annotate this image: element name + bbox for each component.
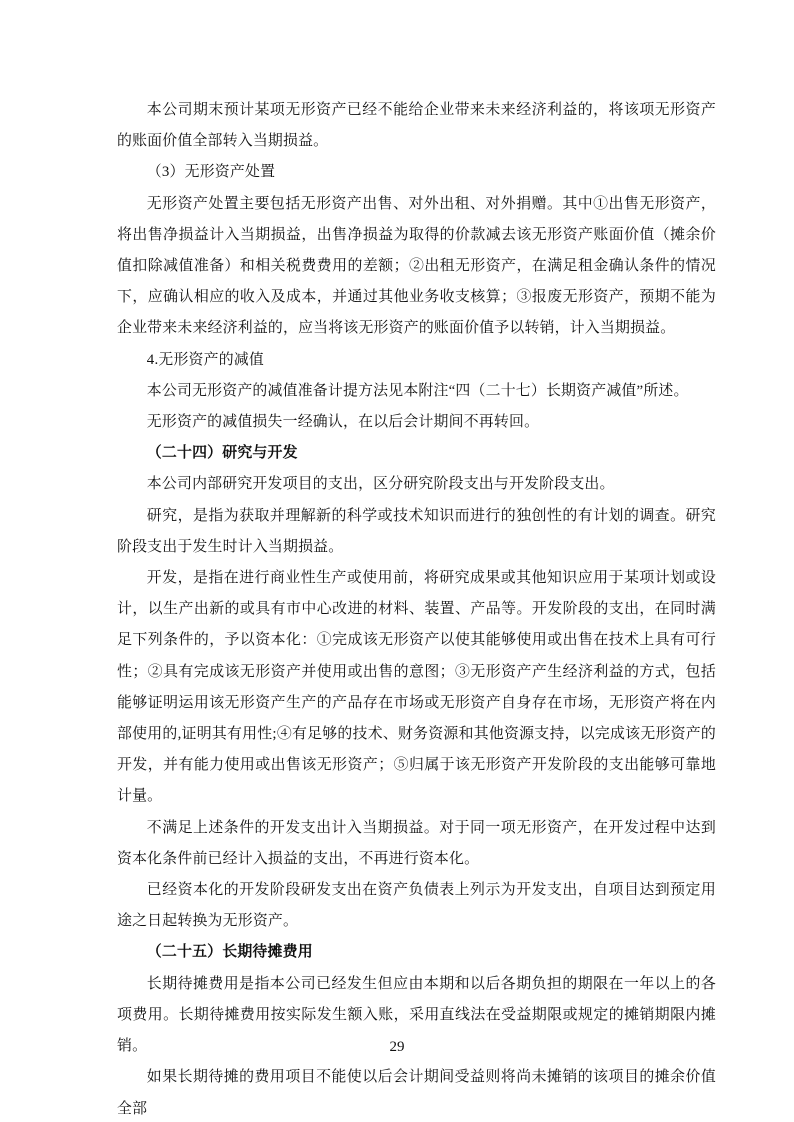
page-number: 29 (389, 1039, 405, 1055)
paragraph: 本公司期末预计某项无形资产已经不能给企业带来未来经济利益的，将该项无形资产的账面价值全部转入当期损益。 (117, 102, 716, 150)
document-body (117, 95, 716, 1122)
paragraph: 开发，是指在进行商业性生产或使用前，将研究成果或其他知识应用于某项计划或设计，以生产出新的或具有市中心改进的材料、装置、产品等。开发阶段的支出，在同时满足下列条件的，予以资本化：①完成该无形资产以使其能够使用或出售在技术上具有可行性；②具有完成该无形资产并使用或出售的意图；③无形资产产生经济利益的方式，包括能够证明运用该无形资产生产的产品存在市场或无形资产自身存在市场，无形资产将在内部使用的,证明其有用性;④有足够的技术、财务资源和其他资源支持，以完成该无形资产的开发，并有能力使用或出售该无形资产；⑤归属于该无形资产开发阶段的支出能够可靠地计量。 (117, 570, 716, 805)
paragraph: 长期待摊费用是指本公司已经发生但应由本期和以后各期负担的期限在一年以上的各项费用。长期待摊费用按实际发生额入账，采用直线法在受益期限或规定的摊销期限内摊销。 (117, 975, 716, 1055)
paragraph: 4.无形资产的减值 (146, 351, 264, 368)
paragraph: 无形资产处置主要包括无形资产出售、对外出租、对外捐赠。其中①出售无形资产，将出售净损益计入当期损益，出售净损益为取得的价款减去该无形资产账面价值（摊余价值扣除减值准备）和相关税费费用的差额；②出租无形资产，在满足租金确认条件的情况下，应确认相应的收入及成本，并通过其他业务收支核算；③报废无形资产，预期不能为企业带来未来经济利益的，应当将该无形资产的账面价值予以转销，计入当期损益。 (117, 195, 716, 337)
paragraph: 如果长期待摊的费用项目不能使以后会计期间受益则将尚未摊销的该项目的摊余价值全部 (117, 1069, 716, 1117)
paragraph: （3）无形资产处置 (146, 164, 276, 181)
section-heading: （二十五）长期待摊费用 (146, 944, 313, 961)
paragraph: 已经资本化的开发阶段研发支出在资产负债表上列示为开发支出，自项目达到预定用途之日起转换为无形资产。 (117, 882, 716, 930)
paragraph: 本公司无形资产的减值准备计提方法见本附注“四（二十七）长期资产减值”所述。 (146, 382, 689, 399)
section-heading: （二十四）研究与开发 (146, 445, 298, 462)
paragraph: 无形资产的减值损失一经确认，在以后会计期间不再转回。 (146, 414, 540, 431)
paragraph: 研究，是指为获取并理解新的科学或技术知识而进行的独创性的有计划的调查。研究阶段支出于发生时计入当期损益。 (117, 507, 716, 555)
paragraph: 不满足上述条件的开发支出计入当期损益。对于同一项无形资产，在开发过程中达到资本化条件前已经计入损益的支出，不再进行资本化。 (117, 819, 716, 867)
paragraph: 本公司内部研究开发项目的支出，区分研究阶段支出与开发阶段支出。 (146, 476, 615, 493)
